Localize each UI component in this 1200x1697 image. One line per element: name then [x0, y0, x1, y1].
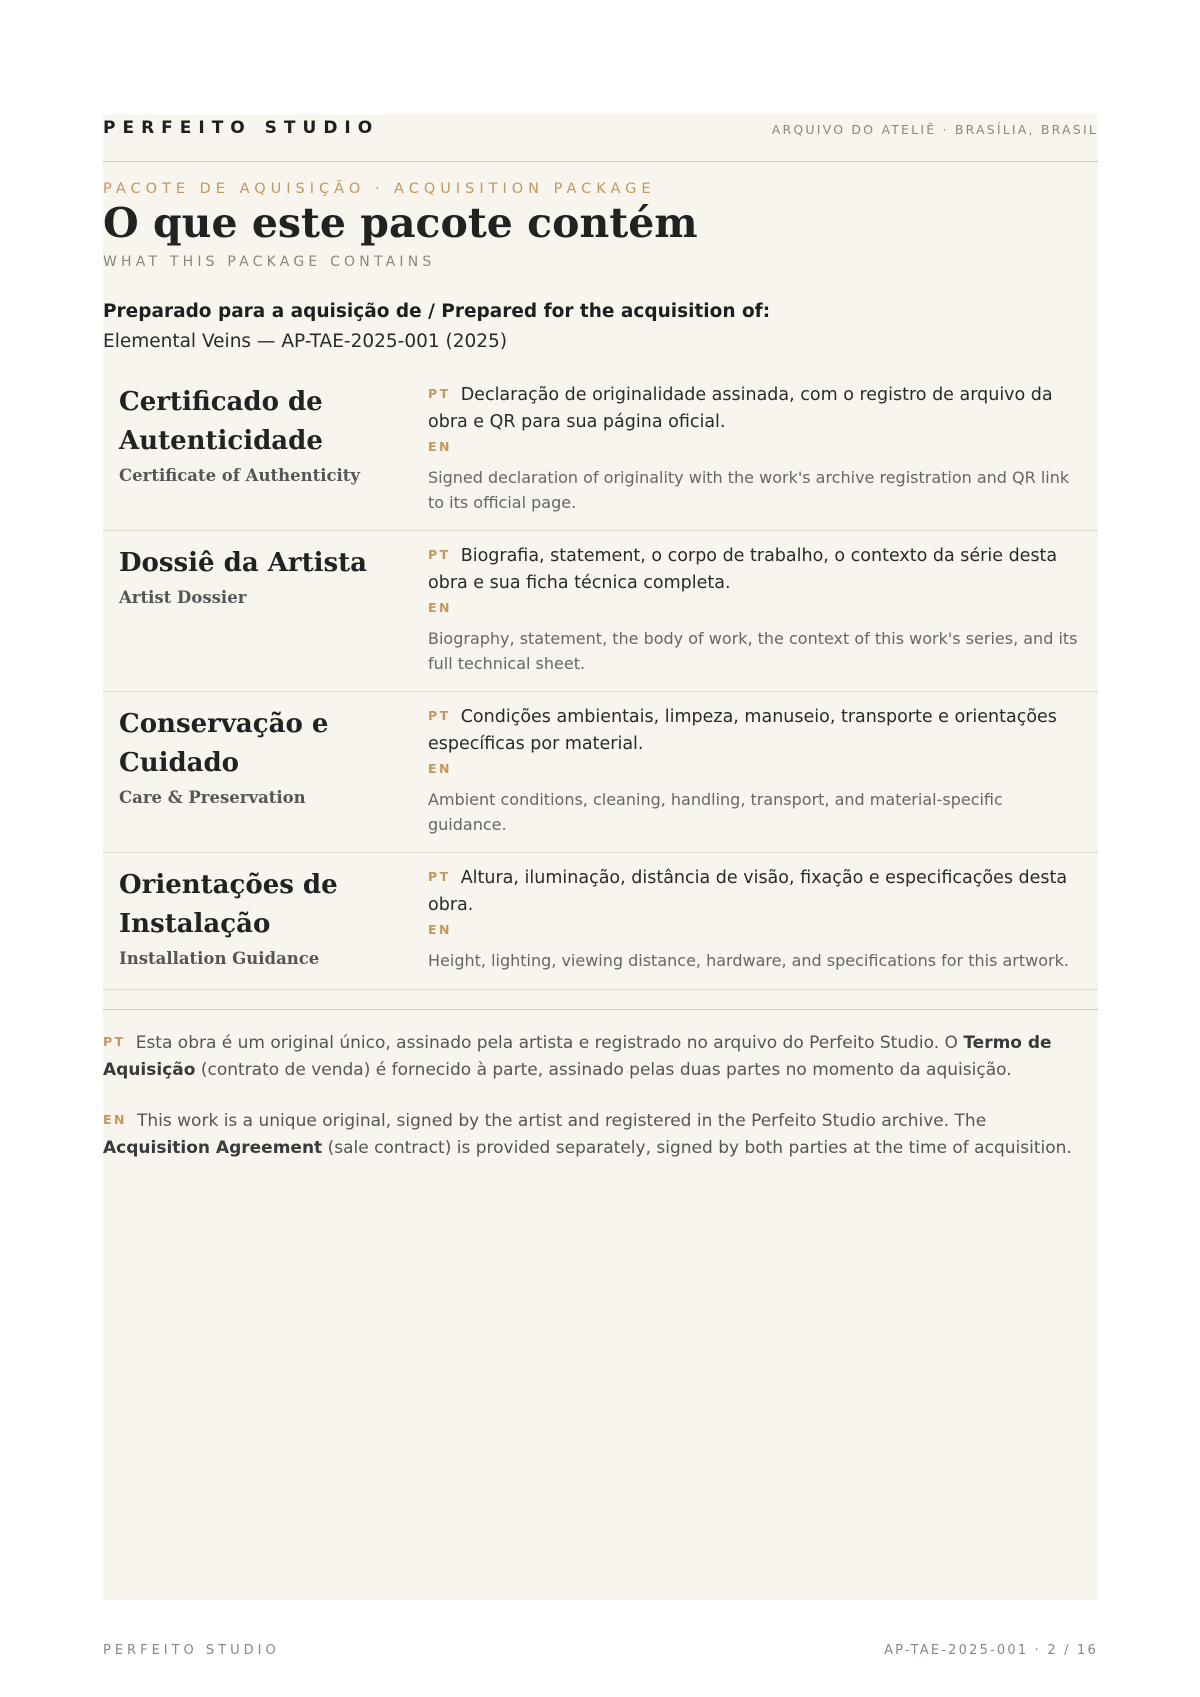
en-tag: EN	[428, 439, 453, 454]
item-description-en: Height, lighting, viewing distance, hardware, and specifications for this artwork.	[428, 951, 1069, 970]
en-tag: EN	[428, 600, 453, 615]
item-title: Conservação e Cuidado	[119, 709, 329, 778]
page-subtitle: WHAT THIS PACKAGE CONTAINS	[103, 254, 436, 270]
item-description-en: Ambient conditions, cleaning, handling, transport, and material-specific guidance.	[428, 790, 1003, 834]
note-pt: PT Esta obra é um original único, assinado pela artista e registrado no arquivo do Perfeito Studio. O Termo de Aquisição (contrato de venda) é fornecido à parte, assinado pelas duas partes no momento da aquisição.	[103, 1033, 1052, 1080]
term-of-acquisition: Termo de Aquisição	[103, 1033, 1052, 1080]
item-description-en: Biography, statement, the body of work, the context of this work's series, and its full technical sheet.	[428, 629, 1078, 673]
note-en: EN This work is a unique original, signed by the artist and registered in the Perfeito Studio archive. The Acquisition Agreement (sale contract) is provided separately, signed by both parties at the time of acquisition.	[103, 1111, 1072, 1158]
en-tag: EN	[428, 922, 453, 937]
en-tag: EN	[103, 1112, 128, 1127]
pt-tag: PT	[428, 386, 451, 401]
pt-tag: PT	[103, 1034, 126, 1049]
item-title: Dossiê da Artista	[119, 548, 367, 578]
list-item	[103, 692, 1098, 853]
footer-brand: PERFEITO STUDIO	[103, 1643, 280, 1658]
item-subtitle: Installation Guidance	[119, 949, 320, 968]
item-subtitle: Care & Preservation	[119, 788, 306, 807]
section-kicker: PACOTE DE AQUISIÇÃO · ACQUISITION PACKAGE	[103, 181, 656, 197]
list-item	[103, 853, 1098, 990]
item-subtitle: Artist Dossier	[119, 588, 247, 607]
item-title: Certificado de Autenticidade	[119, 387, 323, 456]
studio-brand: PERFEITO STUDIO	[103, 118, 380, 138]
package-contents-list	[103, 370, 1098, 990]
en-tag: EN	[428, 761, 453, 776]
page-title: O que este pacote contém	[103, 199, 698, 247]
prepared-for-value: Elemental Veins — AP-TAE-2025-001 (2025)	[103, 331, 508, 352]
list-item	[103, 531, 1098, 692]
item-description-en: Signed declaration of originality with the work's archive registration and QR link to its official page.	[428, 468, 1070, 512]
section-divider	[103, 1009, 1098, 1010]
pt-tag: PT	[428, 708, 451, 723]
pt-tag: PT	[428, 869, 451, 884]
footer-page-reference: AP-TAE-2025-001 · 2 / 16	[884, 1643, 1098, 1658]
document-header	[103, 114, 1098, 162]
item-title: Orientações de Instalação	[119, 870, 338, 939]
list-item	[103, 370, 1098, 531]
acquisition-agreement: Acquisition Agreement	[103, 1138, 323, 1158]
item-subtitle: Certificate of Authenticity	[119, 466, 360, 485]
prepared-for-label: Preparado para a aquisição de / Prepared for the acquisition of:	[103, 301, 771, 322]
item-description-pt: PT Condições ambientais, limpeza, manuseio, transporte e orientações específicas por material.	[428, 707, 1057, 754]
item-description-pt: PT Altura, iluminação, distância de visão, fixação e especificações desta obra.	[428, 868, 1068, 915]
pt-tag: PT	[428, 547, 451, 562]
item-description-pt: PT Biografia, statement, o corpo de trabalho, o contexto da série desta obra e sua ficha técnica completa.	[428, 546, 1058, 593]
archive-label: ARQUIVO DO ATELIÊ · BRASÍLIA, BRASIL	[771, 122, 1098, 137]
item-description-pt: PT Declaração de originalidade assinada, com o registro de arquivo da obra e QR para sua página oficial.	[428, 385, 1053, 432]
